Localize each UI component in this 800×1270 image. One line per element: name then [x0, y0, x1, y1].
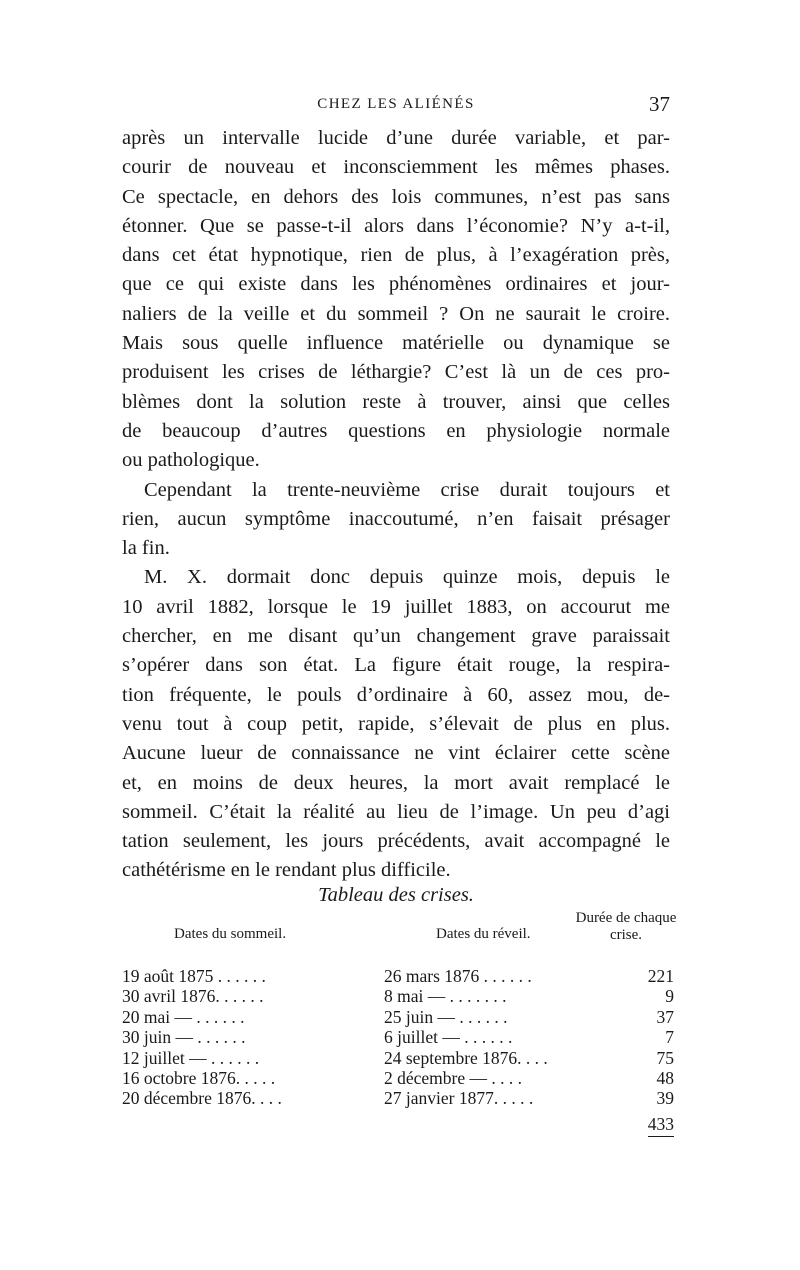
- wake-date-cell: 6 juillet — . . . . . .: [384, 1027, 513, 1048]
- text-line: 10 avril 1882, lorsque le 19 juillet 1883, on accourut me: [122, 595, 670, 618]
- text-line: chercher, en me disant qu’un changement grave paraissait: [122, 625, 670, 648]
- table-row: [122, 1088, 678, 1108]
- wake-date-cell: 8 mai — . . . . . . .: [384, 986, 507, 1007]
- table-row: [122, 1027, 678, 1047]
- text-line: étonner. Que se passe-t-il alors dans l’économie? N’y a-t-il,: [122, 214, 670, 237]
- wake-date-cell: 24 septembre 1876. . . .: [384, 1047, 548, 1068]
- text-line: rien, aucun symptôme inaccoutumé, n’en faisait présager: [122, 507, 670, 530]
- text-line: M. X. dormait donc depuis quinze mois, depuis le: [144, 566, 670, 589]
- duration-cell: 37: [656, 1006, 674, 1027]
- paragraph: [122, 476, 670, 564]
- running-head: [122, 92, 670, 122]
- sleep-date-cell: 30 juin — . . . . . .: [122, 1027, 246, 1048]
- table-row: [122, 1068, 678, 1088]
- header-sleep-dates: Dates du sommeil.: [174, 926, 287, 942]
- header-duration: Durée de chaque crise.: [575, 910, 677, 943]
- text-line: de beaucoup d’autres questions en physiologie normale: [122, 419, 670, 442]
- sleep-date-cell: 16 octobre 1876. . . . .: [122, 1068, 276, 1088]
- sleep-date-cell: 30 avril 1876. . . . . .: [122, 986, 264, 1007]
- duration-cell: 221: [647, 966, 674, 986]
- text-line: dans cet état hypnotique, rien de plus, à l’exagération près,: [122, 244, 670, 267]
- text-line: Aucune lueur de connaissance ne vint éclairer cette scène: [122, 742, 670, 765]
- text-line: venu tout à coup petit, rapide, s’élevait de plus en plus.: [122, 712, 670, 735]
- sleep-date-cell: 12 juillet — . . . . . .: [122, 1047, 260, 1068]
- total-duration: 433: [648, 1113, 674, 1137]
- duration-cell: 48: [656, 1068, 674, 1088]
- table-row: [122, 1007, 678, 1027]
- text-line: Cependant la trente-neuvième crise durait toujours et: [144, 478, 670, 501]
- wake-date-cell: 26 mars 1876 . . . . . .: [384, 966, 532, 986]
- duration-cell: 39: [656, 1088, 674, 1109]
- text-line: sommeil. C’était la réalité au lieu de l’image. Un peu d’agi: [122, 800, 670, 823]
- duration-cell: 75: [656, 1047, 674, 1068]
- text-line: tion fréquente, le pouls d’ordinaire à 60, assez mou, de-: [122, 683, 670, 706]
- text-line: ou pathologique.: [122, 449, 260, 472]
- paragraph: [122, 563, 670, 885]
- text-line: naliers de la veille et du sommeil ? On ne saurait le croire.: [122, 302, 670, 325]
- duration-cell: 7: [665, 1027, 674, 1048]
- text-line: s’opérer dans son état. La figure était rouge, la respira-: [122, 654, 670, 677]
- header-wake-dates: Dates du réveil.: [436, 926, 531, 942]
- page-number: 37: [649, 92, 670, 116]
- table-row: [122, 1048, 678, 1068]
- sleep-date-cell: 20 mai — . . . . . .: [122, 1006, 245, 1027]
- paragraph: [122, 124, 670, 476]
- text-line: après un intervalle lucide d’une durée variable, et par-: [122, 127, 670, 149]
- text-line: tation seulement, les jours précédents, avait accompagné le: [122, 830, 670, 853]
- sleep-date-cell: 19 août 1875 . . . . . .: [122, 966, 266, 986]
- wake-date-cell: 27 janvier 1877. . . . .: [384, 1088, 534, 1109]
- text-line: courir de nouveau et inconsciemment les mêmes phases.: [122, 156, 670, 179]
- sleep-date-cell: 20 décembre 1876. . . .: [122, 1088, 282, 1109]
- text-line: cathétérisme en le rendant plus difficile.: [122, 859, 451, 882]
- text-line: produisent les crises de léthargie? C’est là un de ces pro-: [122, 361, 670, 384]
- table-total-row: [122, 1113, 678, 1137]
- table-row: [122, 986, 678, 1006]
- text-line: et, en moins de deux heures, la mort avait remplacé le: [122, 771, 670, 794]
- text-line: que ce qui existe dans les phénomènes ordinaires et jour-: [122, 273, 670, 296]
- body-text: [122, 124, 670, 886]
- text-line: la fin.: [122, 537, 170, 560]
- table-row: [122, 966, 678, 986]
- wake-date-cell: 2 décembre — . . . .: [384, 1068, 523, 1088]
- table-title: Tableau des crises.: [318, 884, 474, 906]
- text-line: Mais sous quelle influence matérielle ou dynamique se: [122, 332, 670, 355]
- running-title: CHEZ LES ALIÉNÉS: [317, 96, 475, 112]
- text-line: blèmes dont la solution reste à trouver, ainsi que celles: [122, 390, 670, 413]
- text-line: Ce spectacle, en dehors des lois communes, n’est pas sans: [122, 185, 670, 208]
- wake-date-cell: 25 juin — . . . . . .: [384, 1006, 508, 1027]
- duration-cell: 9: [665, 986, 674, 1007]
